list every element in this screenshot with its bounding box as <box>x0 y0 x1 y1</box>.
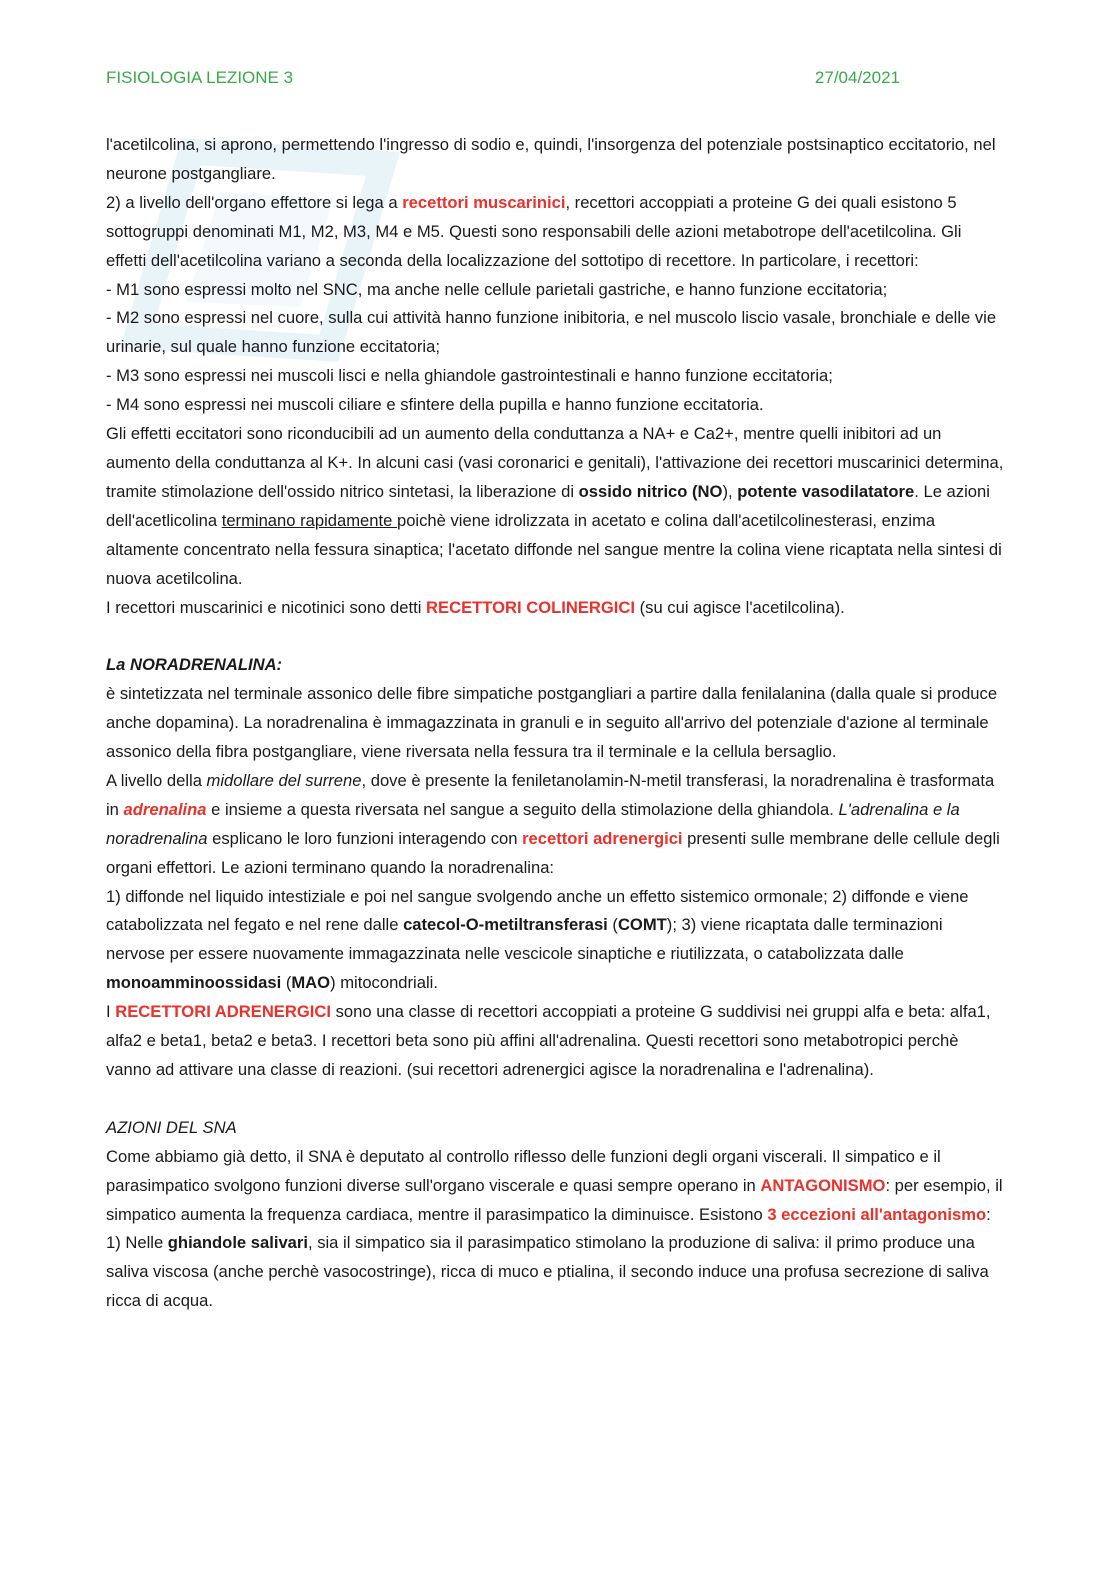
bold-term: potente vasodilatatore <box>737 481 915 501</box>
underlined-term: terminano rapidamente <box>221 510 397 530</box>
paragraph <box>106 1229 1006 1316</box>
text: e insieme a questa riversata nel sangue a seguito della stimolazione della ghiandola. <box>206 799 839 819</box>
section-heading: AZIONI DEL SNA <box>106 1117 237 1137</box>
text: l'acetilcolina, si aprono, permettendo l'ingresso di sodio e, quindi, l'insorgenza del potenziale postsinaptico eccitatorio, nel neurone postgangliare. <box>106 135 996 183</box>
text: esplicano le loro funzioni interagendo con <box>207 828 523 848</box>
text: poichè viene idrolizzata in acetato e colina dall'acetilcolinesterasi, enzima altamente concentrato nella fessura sinaptica; l'acetato diffonde nel sangue mentre la colina viene ricaptata nella sintesi di nuova acetilcolina. <box>106 510 1002 588</box>
text: presenti sulle membrane delle cellule degli organi effettori. Le azioni terminano quando la noradrenalina: <box>106 828 1000 877</box>
text: I <box>106 1002 116 1022</box>
text: Come abbiamo già detto, il SNA è deputato al controllo riflesso delle funzioni degli organi viscerali. Il simpatico e il parasimpatico svolgono funzioni diverse sull'organo viscerale e quasi sempre operano in <box>106 1146 941 1195</box>
text: 1) Nelle <box>106 1233 168 1253</box>
text: (su cui agisce l'acetilcolina). <box>635 597 845 617</box>
bold-term: monoamminoossidasi <box>106 973 282 993</box>
spacer <box>106 1085 1006 1114</box>
list-item: - M1 sono espressi molto nel SNC, ma anche nelle cellule parietali gastriche, e hanno funzione eccitatoria; <box>106 279 888 299</box>
section-heading: La NORADRENALINA: <box>106 655 283 675</box>
list-item: - M2 sono espressi nel cuore, sulla cui attività hanno funzione inibitoria, e nel muscolo liscio vasale, bronchiale e delle vie urinarie, sul quale hanno funzione eccitatoria; <box>106 308 997 357</box>
text: è sintetizzata nel terminale assonico delle fibre simpatiche postgangliari a partire dalla fenilalanina (dalla quale si produce anche dopamina). La noradrenalina è immagazzinata in granuli e in seguito all'arrivo del potenziale d'azione al terminale assonico della fibra postgangliare, viene riversata nella fessura tra il terminale e la cellula bersaglio. <box>106 684 998 762</box>
text: ), <box>722 481 738 501</box>
bold-term: catecol-O-metiltransferasi <box>403 915 608 935</box>
bold-term: MAO <box>291 973 331 993</box>
paragraph <box>106 998 1006 1085</box>
paragraph <box>106 420 1006 593</box>
page-header <box>106 68 900 88</box>
italic-term: midollare del surrene <box>206 770 362 790</box>
paragraph <box>106 189 1006 276</box>
document-body <box>106 131 1006 1316</box>
highlight-term: recettori adrenergici <box>522 828 683 848</box>
text: sono una classe di recettori accoppiati a proteine G suddivisi nei gruppi alfa e beta: alfa1, alfa2 e beta1, beta2 e beta3. I recettori beta sono più affini all'adrenalina. Questi recettori sono metabotropici perchè vanno ad attivare una classe di reazioni. (sui recettori adrenergici agisce la noradrenalina e l'adrenalina). <box>106 1002 991 1079</box>
spacer <box>106 622 1006 651</box>
paragraph <box>106 680 1006 767</box>
text: Gli effetti eccitatori sono riconducibili ad un aumento della conduttanza a NA+ e Ca2+, mentre quelli inibitori ad un aumento della conduttanza al K+. In alcuni casi (vasi coronarici e genitali), l'attivazione dei recettori muscarinici determina, tramite stimolazione dell'ossido nitrico sintetasi, la liberazione di <box>106 424 1004 501</box>
bold-term: ossido nitrico (NO <box>578 481 723 501</box>
paragraph <box>106 883 1006 999</box>
paragraph <box>106 767 1006 883</box>
highlight-term: 3 eccezioni all'antagonismo <box>767 1204 987 1224</box>
text: : <box>986 1204 991 1224</box>
bold-term: COMT <box>617 915 667 935</box>
text: , dove è presente la feniletanolamin-N-metil transferasi, la noradrenalina è trasformata in <box>106 770 995 819</box>
highlight-term: ANTAGONISMO <box>760 1175 886 1195</box>
highlight-term: RECETTORI COLINERGICI <box>426 597 636 617</box>
bold-term: ghiandole salivari <box>167 1233 308 1253</box>
text: ) mitocondriali. <box>330 973 438 993</box>
highlight-term: RECETTORI ADRENERGICI <box>115 1002 331 1022</box>
text: A livello della <box>106 770 207 790</box>
text: , recettori accoppiati a proteine G dei quali esistono 5 sottogruppi denominati M1, M2, M3, M4 e M5. Questi sono responsabili delle azioni metabotrope dell'acetilcolina. Gli effetti dell'acetilcolina variano a seconda della localizzazione del sottotipo di recettore. In particolare, i recettori: <box>106 192 962 270</box>
list-item: - M4 sono espressi nei muscoli ciliare e sfintere della pupilla e hanno funzione eccitatoria. <box>106 395 764 415</box>
header-title: FISIOLOGIA LEZIONE 3 <box>106 68 294 87</box>
paragraph <box>106 1143 1006 1230</box>
italic-term: L'adrenalina e la noradrenalina <box>106 799 960 848</box>
highlight-term: adrenalina <box>123 799 207 819</box>
text: . Le azioni dell'acetlicolina <box>106 481 990 530</box>
text: : per esempio, il simpatico aumenta la frequenza cardiaca, mentre il parasimpatico la diminuisce. Esistono <box>106 1175 1003 1224</box>
text: 2) a livello dell'organo effettore si lega a <box>106 192 403 212</box>
text: , sia il simpatico sia il parasimpatico stimolano la produzione di saliva: il primo produce una saliva viscosa (anche perchè vasocostringe), ricca di muco e ptialina, il secondo induce una profusa secrezione di saliva ricca di acqua. <box>106 1233 989 1311</box>
header-date: 27/04/2021 <box>814 68 900 87</box>
text: 1) diffonde nel liquido intestiziale e poi nel sangue svolgendo anche un effetto sistemico ormonale; 2) diffonde e viene catabolizzata nel fegato e nel rene dalle <box>106 886 969 935</box>
text: ( <box>281 973 292 993</box>
paragraph <box>106 131 1006 189</box>
text: ); 3) viene ricaptata dalle terminazioni nervose per essere nuovamente immagazzinata nelle vescicole sinaptiche e riutilizzata, o catabolizzata dalle <box>106 915 943 964</box>
highlight-term: recettori muscarinici <box>402 192 566 212</box>
text: I recettori muscarinici e nicotinici sono detti <box>106 597 427 617</box>
paragraph <box>106 594 1006 623</box>
list-item: - M3 sono espressi nei muscoli lisci e nella ghiandole gastrointestinali e hanno funzione eccitatoria; <box>106 366 833 386</box>
text: ( <box>607 915 618 935</box>
